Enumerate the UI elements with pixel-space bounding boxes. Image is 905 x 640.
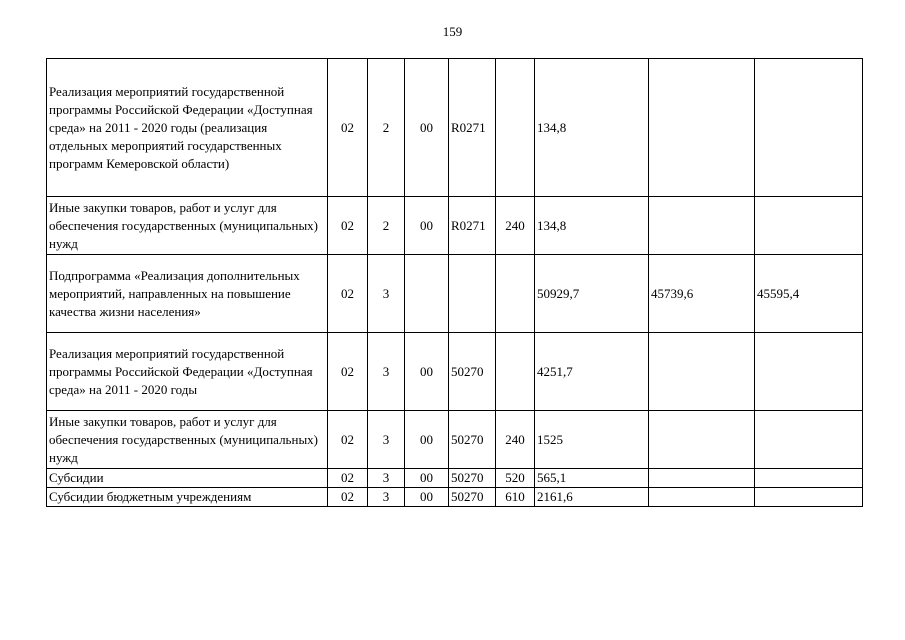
row-name: Реализация мероприятий государственной программы Российской Федерации «Доступная среда» на 2011 - 2020 годы xyxy=(47,333,328,411)
cell-subsection: 3 xyxy=(368,488,405,507)
cell-program: 00 xyxy=(405,411,449,469)
cell-expense-type: 610 xyxy=(496,488,535,507)
row-name: Субсидии бюджетным учреждениям xyxy=(47,488,328,507)
table-row xyxy=(47,411,863,469)
cell-target-code: 50270 xyxy=(449,488,496,507)
cell-amount-1: 134,8 xyxy=(535,59,649,197)
cell-target-code: 50270 xyxy=(449,411,496,469)
cell-subsection: 2 xyxy=(368,59,405,197)
table-row xyxy=(47,333,863,411)
cell-amount-1: 50929,7 xyxy=(535,255,649,333)
budget-table xyxy=(46,58,863,507)
cell-amount-2 xyxy=(649,59,755,197)
row-name: Субсидии xyxy=(47,469,328,488)
table-row xyxy=(47,59,863,197)
cell-program: 00 xyxy=(405,469,449,488)
cell-target-code: R0271 xyxy=(449,59,496,197)
cell-subsection: 3 xyxy=(368,469,405,488)
cell-amount-1: 134,8 xyxy=(535,197,649,255)
cell-amount-1: 1525 xyxy=(535,411,649,469)
cell-expense-type xyxy=(496,255,535,333)
cell-amount-3 xyxy=(755,488,863,507)
cell-section: 02 xyxy=(328,469,368,488)
cell-amount-3 xyxy=(755,197,863,255)
cell-section: 02 xyxy=(328,59,368,197)
row-name: Подпрограмма «Реализация дополнительных мероприятий, направленных на повышение качества жизни населения» xyxy=(47,255,328,333)
cell-amount-3 xyxy=(755,59,863,197)
cell-subsection: 2 xyxy=(368,197,405,255)
cell-program: 00 xyxy=(405,333,449,411)
cell-subsection: 3 xyxy=(368,255,405,333)
table-row xyxy=(47,197,863,255)
table-row xyxy=(47,255,863,333)
cell-section: 02 xyxy=(328,488,368,507)
cell-subsection: 3 xyxy=(368,411,405,469)
row-name: Иные закупки товаров, работ и услуг для обеспечения государственных (муниципальных) нужд xyxy=(47,411,328,469)
cell-section: 02 xyxy=(328,411,368,469)
cell-amount-3: 45595,4 xyxy=(755,255,863,333)
cell-program: 00 xyxy=(405,488,449,507)
cell-target-code: 50270 xyxy=(449,333,496,411)
cell-expense-type: 520 xyxy=(496,469,535,488)
cell-program xyxy=(405,255,449,333)
cell-expense-type: 240 xyxy=(496,411,535,469)
table-row xyxy=(47,488,863,507)
cell-subsection: 3 xyxy=(368,333,405,411)
cell-amount-2 xyxy=(649,469,755,488)
cell-target-code: R0271 xyxy=(449,197,496,255)
cell-amount-1: 4251,7 xyxy=(535,333,649,411)
cell-amount-3 xyxy=(755,469,863,488)
page-number: 159 xyxy=(442,24,463,39)
cell-amount-1: 2161,6 xyxy=(535,488,649,507)
cell-target-code: 50270 xyxy=(449,469,496,488)
cell-expense-type: 240 xyxy=(496,197,535,255)
cell-expense-type xyxy=(496,333,535,411)
row-name: Реализация мероприятий государственной программы Российской Федерации «Доступная среда» на 2011 - 2020 годы (реализация отдельных мероприятий государственных программ Кемеровской области) xyxy=(47,59,328,197)
cell-target-code xyxy=(449,255,496,333)
cell-amount-1: 565,1 xyxy=(535,469,649,488)
cell-program: 00 xyxy=(405,59,449,197)
cell-section: 02 xyxy=(328,197,368,255)
cell-amount-2: 45739,6 xyxy=(649,255,755,333)
cell-amount-2 xyxy=(649,488,755,507)
cell-program: 00 xyxy=(405,197,449,255)
cell-expense-type xyxy=(496,59,535,197)
row-name: Иные закупки товаров, работ и услуг для обеспечения государственных (муниципальных) нужд xyxy=(47,197,328,255)
cell-amount-2 xyxy=(649,197,755,255)
cell-amount-3 xyxy=(755,411,863,469)
cell-amount-2 xyxy=(649,333,755,411)
table-row xyxy=(47,469,863,488)
cell-section: 02 xyxy=(328,255,368,333)
cell-section: 02 xyxy=(328,333,368,411)
cell-amount-3 xyxy=(755,333,863,411)
cell-amount-2 xyxy=(649,411,755,469)
